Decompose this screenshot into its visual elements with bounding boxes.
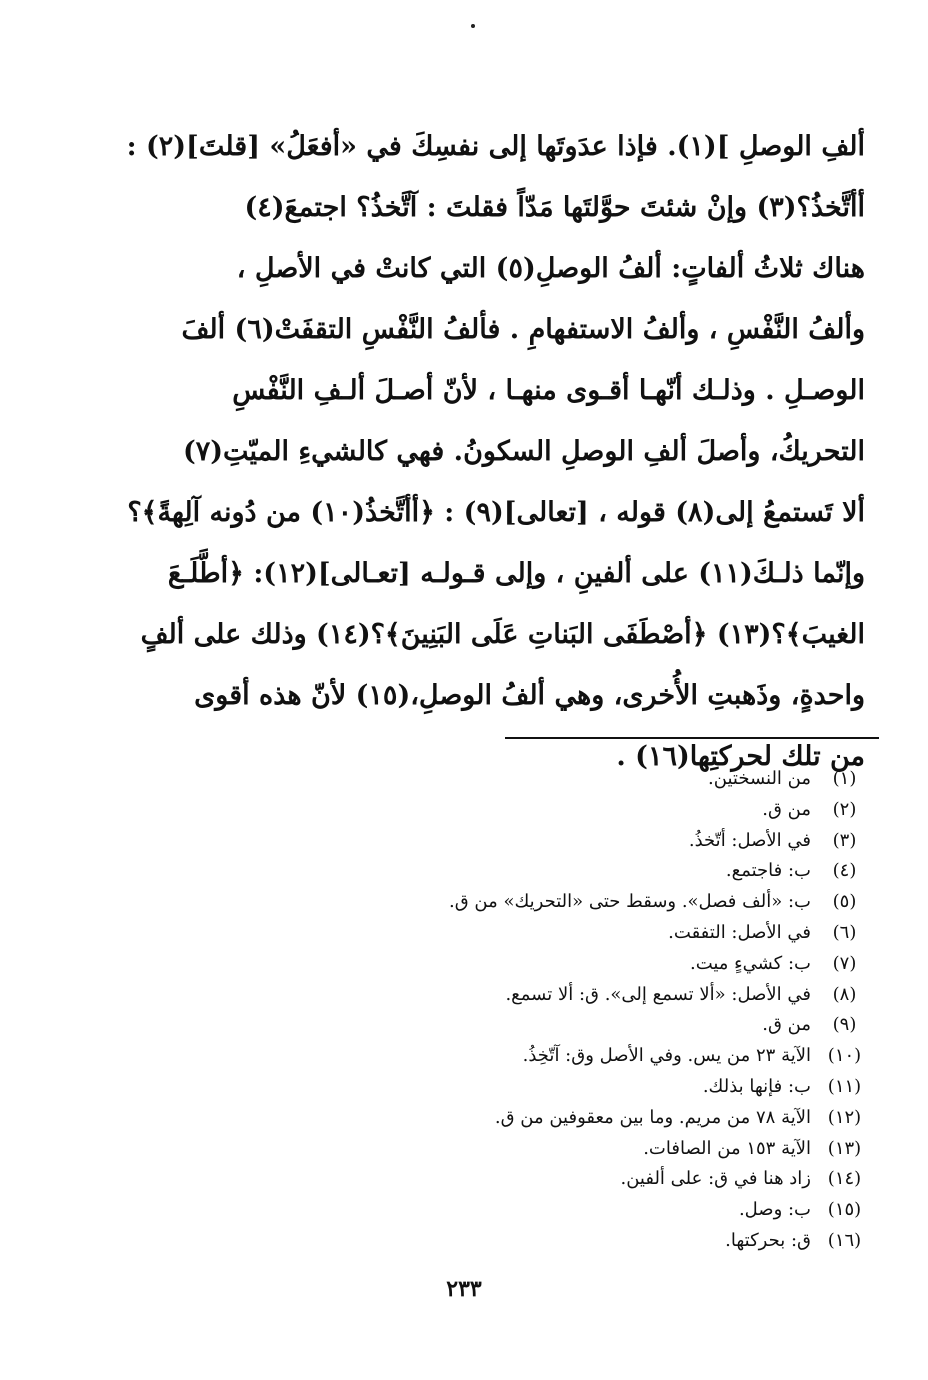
body-line-3: هناك ثلاثُ ألفاتٍ: ألفُ الوصلِ(٥) التي كانتْ في الأصلِ ، <box>236 253 865 284</box>
footnote <box>400 1164 872 1195</box>
footnote-number: (٢) <box>832 798 857 820</box>
footnote-number: (١١) <box>827 1075 862 1097</box>
footnote <box>400 1041 872 1072</box>
footnote-number: (١٣) <box>827 1137 862 1159</box>
body-line-4: وألفُ النَّفْسِ ، وألفُ الاستفهامِ . فألفُ النَّفْسِ التقفَتْ(٦) ألفَ <box>181 314 865 345</box>
footnote-number: (٨) <box>832 983 857 1005</box>
footnote-text: في الأصل: «ألا تسمع إلى». ق: ألا تسمع. <box>505 983 811 1005</box>
body-line-9: الغيبَ﴾؟(١٣) ﴿أصْطَفَى البَناتِ عَلَى البَنِينَ﴾؟(١٤) وذلك على ألفٍ <box>140 619 865 650</box>
footnote <box>400 856 872 887</box>
body-line-6: التحريكُ، وأصلَ ألفِ الوصلِ السكونُ. فهي كالشيءِ الميّتِ(٧) <box>182 436 865 467</box>
footnote <box>400 764 872 795</box>
footnote-number: (٥) <box>832 891 857 913</box>
footnote-text: في الأصل: أتّخذُ. <box>688 829 811 851</box>
footnote <box>400 980 872 1011</box>
footnote-text: الآية ١٥٣ من الصافات. <box>643 1137 811 1159</box>
body-line-2: أأتَّخذُ؟(٣) وإنْ شئتَ حوَّلتَها مَدّاً فقلتَ : آتَّخذُ؟ اجتمعَ(٤) <box>244 192 865 223</box>
footnote <box>400 1103 872 1134</box>
body-line-11: من تلك لحركتِها(١٦) . <box>616 741 865 772</box>
footnote-text: ق: بحركتها. <box>725 1229 811 1251</box>
footnote-number: (١٠) <box>827 1045 862 1067</box>
footnote-text: ب: فإنها بذلك. <box>702 1075 811 1097</box>
footnote-number: (١٢) <box>827 1106 862 1128</box>
footnote <box>400 1195 872 1226</box>
footnote-text: ب: فاجتمع. <box>725 860 811 882</box>
footnote-text: الآية ٢٣ من يس. وفي الأصل وق: آتّخِذُ. <box>522 1045 811 1067</box>
footnote-number: (٧) <box>832 952 857 974</box>
footnote-text: الآية ٧٨ من مريم. وما بين معقوفين من ق. <box>494 1106 811 1128</box>
footnote <box>400 826 872 857</box>
page-number: ٢٣٣ <box>446 1276 482 1302</box>
footnote-number: (١) <box>832 768 857 789</box>
body-line-8: وإنّما ذلـكَ(١١) على ألفينِ ، وإلى قـولـه [تعـالى](١٢): ﴿أطَّلَـعَ <box>167 558 865 589</box>
footnote-text: ب: «ألف فصل». وسقط حتى «التحريك» من ق. <box>448 891 811 913</box>
body-line-7: ألا تَستمعُ إلى(٨) قوله ، [تعالى](٩) : ﴿أأتَّخذُ(١٠) من دُونه آلِهةً﴾؟ <box>127 497 865 528</box>
footnotes <box>400 764 872 1257</box>
footnote-number: (٤) <box>832 860 857 882</box>
footnote-text: زاد هنا في ق: على ألفين. <box>620 1168 811 1190</box>
body-line-10: واحدةٍ، وذَهبتِ الأُخرى، وهي ألفُ الوصلِ،(١٥) لأنّ هذه أقوى <box>194 680 865 711</box>
footnote-text: من النسختين. <box>708 768 811 789</box>
footnote <box>400 949 872 980</box>
footnote-number: (٦) <box>832 921 857 943</box>
footnote-number: (١٦) <box>827 1229 862 1251</box>
footnote <box>400 918 872 949</box>
footnote-text: من ق. <box>762 1014 811 1036</box>
footnote-number: (١٥) <box>827 1199 862 1221</box>
footnote-text: من ق. <box>762 798 811 820</box>
body-line-1: ألفِ الوصلِ ](١). فإذا عدَوتَها إلى نفسِكَ في «أفعَلُ» [قلتَ](٢) : <box>126 131 865 162</box>
footnote-text: في الأصل: التفقت. <box>668 921 811 943</box>
footnote-number: (٩) <box>832 1014 857 1036</box>
footnote-number: (١٤) <box>827 1168 862 1190</box>
footnote <box>400 795 872 826</box>
footnote <box>400 887 872 918</box>
page-mark-dot <box>471 24 475 28</box>
footnote <box>400 1226 872 1257</box>
footnote-text: ب: كشيءٍ ميت. <box>689 952 811 974</box>
body-text <box>126 116 865 787</box>
footnote-text: ب: وصل. <box>738 1199 811 1221</box>
footnote-number: (٣) <box>832 829 857 851</box>
footnote <box>400 1072 872 1103</box>
body-line-5: الوصـلِ . وذلـك أنّهـا أقـوى منهـا ، لأنّ أصـلَ ألـفِ النَّفْسِ <box>232 375 865 406</box>
footnote <box>400 1010 872 1041</box>
footnote <box>400 1134 872 1165</box>
footnote-separator <box>505 737 879 739</box>
